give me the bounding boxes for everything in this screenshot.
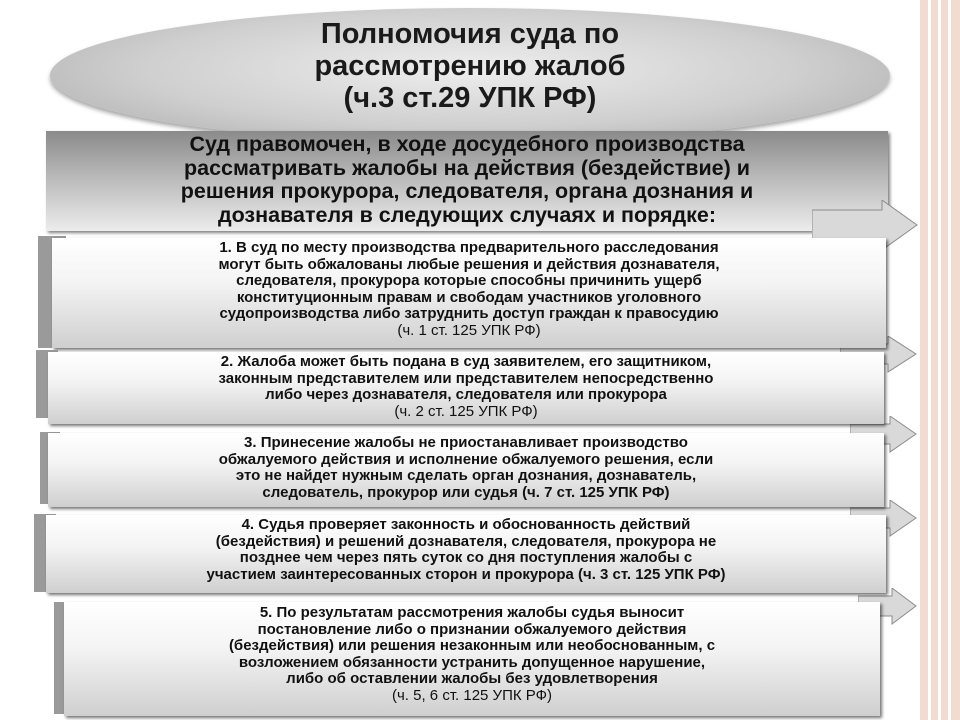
step-line: конституционным правам и свободам участников уголовного bbox=[236, 288, 702, 306]
title-line: (ч.3 ст.29 УПК РФ) bbox=[343, 82, 597, 114]
title-line: рассмотрению жалоб bbox=[314, 50, 626, 82]
decorative-side-stripe bbox=[920, 0, 960, 720]
step-line: 3. Принесение жалобы не приостанавливает производство bbox=[244, 434, 688, 451]
step-line: либо об оставлении жалобы без удовлетворения bbox=[286, 670, 658, 688]
stripe-line bbox=[928, 0, 931, 720]
intro-line: рассматривать жалобы на действия (бездействие) и bbox=[184, 155, 750, 180]
step-line: возложением обязанности устранить допущенное нарушение, bbox=[238, 653, 706, 671]
step-line: (ч. 2 ст. 125 УПК РФ) bbox=[394, 402, 538, 420]
step-3-text bbox=[48, 435, 884, 501]
step-line: 2. Жалоба может быть подана в суд заявителем, его защитником, bbox=[220, 353, 712, 370]
step-line: (бездействия) или решения незаконным или необоснованным, с bbox=[228, 637, 716, 655]
step-line: позднее чем через пять суток со дня поступления жалобы с bbox=[239, 549, 693, 567]
step-line: законным представителем или представителем непосредственно bbox=[218, 369, 714, 387]
intro-line: дознавателя в следующих случаях и порядке: bbox=[217, 202, 717, 227]
step-4-text bbox=[46, 517, 886, 583]
stripe-line bbox=[948, 0, 951, 720]
step-line: (бездействия) и решений дознавателя, следователя, прокурора не bbox=[215, 532, 717, 550]
step-line: (ч. 5, 6 ст. 125 УПК РФ) bbox=[391, 686, 553, 704]
stripe-line bbox=[938, 0, 941, 720]
step-2-text bbox=[48, 354, 884, 420]
step-line: участием заинтересованных сторон и прокурора (ч. 3 ст. 125 УПК РФ) bbox=[206, 565, 726, 583]
intro-line: решения прокурора, следователя, органа дознания и bbox=[180, 179, 754, 203]
step-line: следователь, прокурор или судья (ч. 7 ст. 125 УПК РФ) bbox=[262, 483, 670, 501]
step-line: 4. Судья проверяет законность и обоснованность действий bbox=[241, 516, 691, 533]
step-line: судопроизводства либо затруднить доступ граждан к правосудию bbox=[219, 305, 719, 323]
step-line: это не найдет нужным сделать орган дознания, дознаватель, bbox=[235, 467, 697, 485]
step-5-text bbox=[64, 605, 880, 705]
intro-text bbox=[46, 133, 888, 227]
step-line: обжалуемого действия и исполнение обжалуемого решения, если bbox=[218, 450, 714, 468]
step-line: (ч. 1 ст. 125 УПК РФ) bbox=[397, 321, 541, 339]
step-line: 1. В суд по месту производства предварительного расследования bbox=[219, 239, 719, 256]
intro-line: Суд правомочен, в ходе досудебного производства bbox=[189, 132, 745, 156]
title-line: Полномочия суда по bbox=[320, 18, 620, 50]
step-line: 5. По результатам рассмотрения жалобы судья выносит bbox=[259, 604, 685, 621]
step-line: следователя, прокурора которые способны причинить ущерб bbox=[236, 272, 702, 290]
diagram-title bbox=[200, 18, 740, 114]
step-line: либо через дознавателя, следователя или прокурора bbox=[265, 386, 667, 404]
step-line: могут быть обжалованы любые решения и действия дознавателя, bbox=[218, 255, 720, 273]
step-line: постановление либо о признании обжалуемого действия bbox=[257, 620, 687, 638]
step-1-text bbox=[52, 240, 886, 340]
